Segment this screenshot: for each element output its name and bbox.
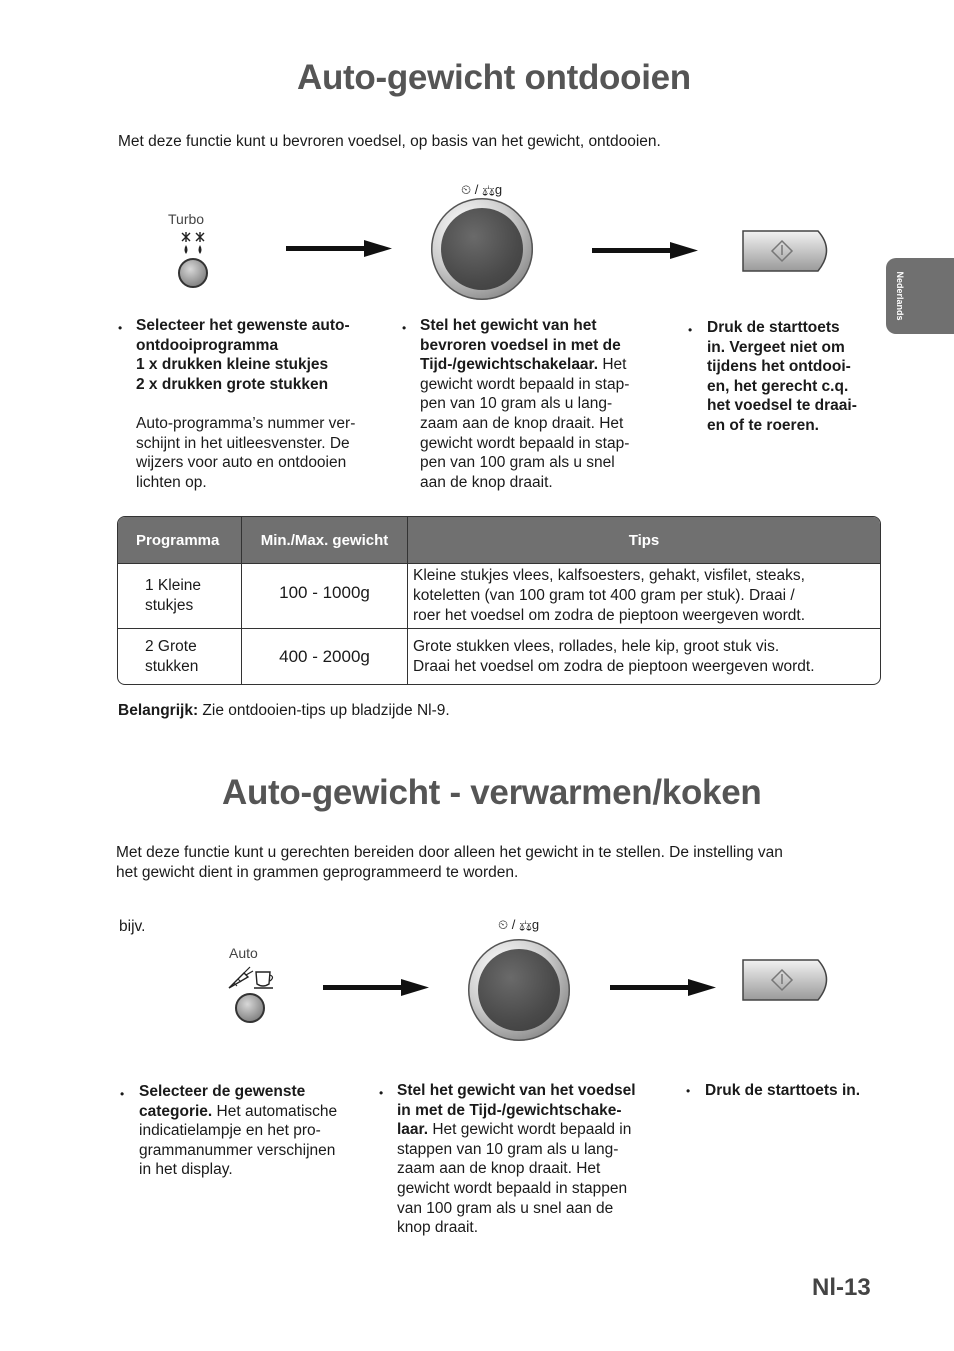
program-cell: 2 Grote stukken xyxy=(118,628,242,684)
step1-instructions: • Selecteer de gewenste categorie. Het automatische indicatielampje en het pro- grammanummer verschijnen in het display. xyxy=(120,1083,338,1179)
turbo-label: Turbo xyxy=(168,211,205,227)
arrow-right-icon xyxy=(286,238,394,260)
language-tab xyxy=(886,258,954,334)
section1-intro: Met deze functie kunt u bevroren voedsel, op basis van het gewicht, ontdooien. xyxy=(118,133,661,150)
arrow-right-icon xyxy=(592,240,700,262)
header-weight: Min./Max. gewicht xyxy=(242,517,408,563)
table-header-row xyxy=(118,517,880,563)
weight-cell: 400 - 2000g xyxy=(242,628,408,684)
step3-instructions: • Druk de starttoets in. Vergeet niet om tijdens het ontdooi- en, het gerecht c.q. het voedsel te draai- en of te roeren. xyxy=(688,319,857,434)
start-button[interactable] xyxy=(740,228,838,274)
table-row xyxy=(118,628,880,684)
important-note: Belangrijk: Zie ontdooien-tips up bladzijde Nl-9. xyxy=(118,702,450,719)
example-label: bijv. xyxy=(119,918,146,935)
language-tab-label: Nederlands xyxy=(895,271,905,321)
carrot-cup-icon xyxy=(226,964,276,994)
step2-instructions: • Stel het gewicht van het bevroren voedsel in met de Tijd-/gewichtschakelaar. Het gewicht wordt bepaald in stap- pen van 10 gram als u lang- zaam aan de knop draait. Het gewicht wordt bepaald in stap- pen van 100 gram als u snel aan de knop draait. xyxy=(402,317,630,491)
arrow-right-icon xyxy=(610,977,718,999)
weight-cell: 100 - 1000g xyxy=(242,563,408,628)
section2-intro: Met deze functie kunt u gerechten bereiden door alleen het gewicht in te stellen. De instelling van het gewicht dient in grammen geprogrammeerd te worden. xyxy=(116,844,783,881)
step3-instructions: • Druk de starttoets in. xyxy=(686,1082,861,1099)
step2-instructions: • Stel het gewicht van het voedsel in met de Tijd-/gewichtschake- laar. Het gewicht wordt bepaald in stappen van 10 gram als u lang- zaam aan de knop draait. Het gewicht wordt bepaald in stappen van 100 gram als u snel aan de knop draait. xyxy=(379,1082,636,1237)
arrow-right-icon xyxy=(323,977,431,999)
section1-title: Auto-gewicht ontdooien xyxy=(297,58,691,97)
time-weight-dial-label: ⏲ / ⚖g xyxy=(498,917,540,932)
section2-title: Auto-gewicht - verwarmen/koken xyxy=(222,773,762,812)
time-weight-dial[interactable] xyxy=(468,939,570,1041)
header-program: Programma xyxy=(118,517,242,563)
header-tips: Tips xyxy=(408,517,880,563)
tips-cell: Kleine stukjes vlees, kalfsoesters, gehakt, visfilet, steaks, koteletten (van 100 gram tot 400 gram per stuk). Draai / roer het voedsel om zodra de pieptoon weergeven wordt. xyxy=(408,563,880,628)
table-row xyxy=(118,563,880,628)
page-number: Nl-13 xyxy=(812,1274,871,1301)
auto-category-button[interactable] xyxy=(235,993,265,1023)
time-weight-dial[interactable] xyxy=(431,198,533,300)
start-button[interactable] xyxy=(740,957,838,1003)
time-weight-dial-label: ⏲ / ⚖g xyxy=(461,182,503,197)
defrost-program-table xyxy=(117,516,881,685)
program-cell: 1 Kleine stukjes xyxy=(118,563,242,628)
step1-instructions: • Selecteer het gewenste auto- ontdooiprogramma 1 x drukken kleine stukjes 2 x drukken grote stukken Auto-programma’s nummer ver- schijnt in het uitleesvenster. De wijzers voor auto en ontdooien lichten op. xyxy=(118,317,356,491)
auto-label: Auto xyxy=(229,945,258,961)
defrost-icon xyxy=(180,231,208,257)
tips-cell: Grote stukken vlees, rollades, hele kip, groot stuk vis. Draai het voedsel om zodra de pieptoon weergeven wordt. xyxy=(408,628,880,684)
turbo-defrost-button[interactable] xyxy=(178,258,208,288)
